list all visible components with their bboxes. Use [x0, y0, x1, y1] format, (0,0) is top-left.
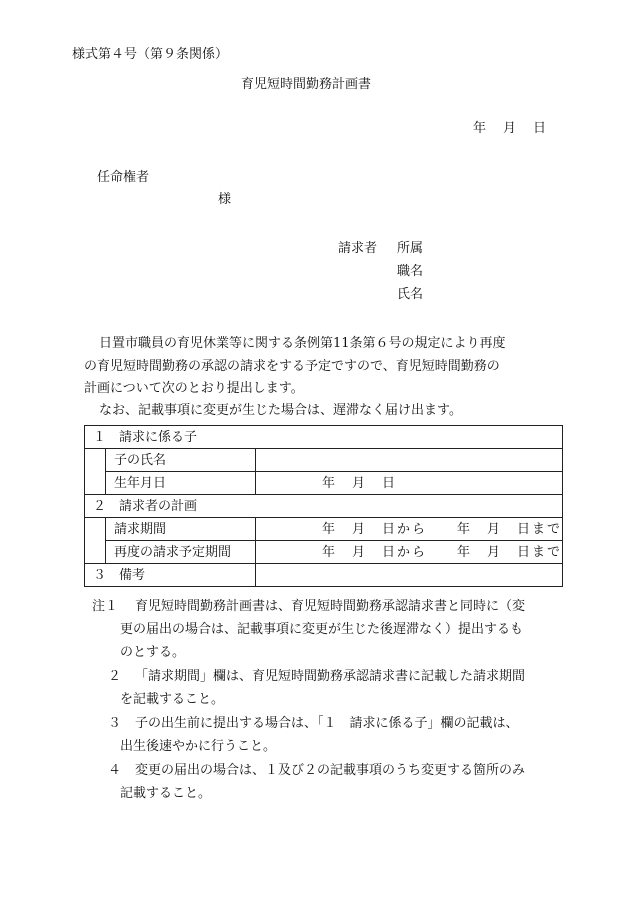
request-period-from: 年 月 日から [322, 521, 428, 537]
body-line-2: の育児短時間勤務の承認の請求をする予定ですので、育児短時間勤務の [84, 359, 500, 374]
note-1-line-1: 育児短時間勤務計画書は、育児短時間勤務承認請求書と同時に（変 [135, 599, 526, 614]
note-2-line-1: 「請求期間」欄は、育児短時間勤務承認請求書に記載した請求期間 [135, 669, 526, 684]
note-1-line-3: のとする。 [120, 645, 186, 660]
re-request-period-field[interactable] [256, 541, 563, 564]
request-period-to: 年 月 日まで [457, 521, 563, 537]
indent-cell [85, 472, 106, 495]
re-request-period-to: 年 月 日まで [457, 544, 563, 560]
note-1-line-2: 更の届出の場合は、記載事項に変更が生じた後遅滞なく）提出するも [120, 622, 524, 637]
re-request-period-label: 再度の請求予定期間 [106, 541, 256, 564]
requester-name: 氏名 [397, 287, 424, 302]
requester-affiliation: 所属 [397, 241, 424, 256]
note-4-line-1: 変更の届出の場合は、１及び２の記載事項のうち変更する箇所のみ [135, 763, 526, 778]
remarks-field[interactable] [256, 564, 563, 587]
child-name-field[interactable] [256, 449, 563, 472]
requester-label: 請求者 [338, 241, 378, 256]
note-3-line-1: 子の出生前に提出する場合は、「１ 請求に係る子」欄の記載は、 [135, 716, 519, 731]
table-row [85, 495, 563, 518]
note-2-line-2: を記載すること。 [120, 692, 225, 707]
note-4-prefix: ４ [108, 763, 122, 778]
indent-cell [85, 449, 106, 472]
section-2-header: ２ 請求者の計画 [85, 495, 563, 518]
body-line-3: 計画について次のとおり提出します。 [84, 381, 304, 396]
table-row [85, 472, 563, 495]
request-period-label: 請求期間 [106, 518, 256, 541]
indent-cell [85, 518, 106, 541]
addressee-honorific: 様 [218, 192, 232, 207]
birth-date-value: 年 月 日 [322, 475, 398, 491]
table-row [85, 449, 563, 472]
plan-table [84, 425, 563, 587]
indent-cell [85, 541, 106, 564]
note-3-prefix: ３ [108, 716, 122, 731]
re-request-period-from: 年 月 日から [322, 544, 428, 560]
note-4-line-2: 記載すること。 [120, 786, 212, 801]
note-3-line-2: 出生後速やかに行うこと。 [120, 739, 277, 754]
table-row [85, 541, 563, 564]
date-line: 年 月 日 [473, 121, 549, 136]
table-row [85, 426, 563, 449]
note-2-prefix: ２ [108, 669, 122, 684]
request-period-field[interactable] [256, 518, 563, 541]
birth-date-label: 生年月日 [106, 472, 256, 495]
section-1-header: １ 請求に係る子 [85, 426, 563, 449]
child-name-label: 子の氏名 [106, 449, 256, 472]
addressee-label: 任命権者 [97, 170, 150, 185]
table-row [85, 518, 563, 541]
requester-position: 職名 [397, 264, 424, 279]
form-number: 様式第４号（第９条関係） [72, 47, 229, 62]
body-line-1: 日置市職員の育児休業等に関する条例第11条第６号の規定により再度 [99, 336, 506, 351]
table-row [85, 564, 563, 587]
document-title: 育児短時間勤務計画書 [241, 77, 372, 92]
note-1-prefix: 注１ [92, 599, 119, 614]
body-line-4: なお、記載事項に変更が生じた場合は、遅滞なく届け出ます。 [99, 403, 462, 418]
section-3-header: ３ 備考 [85, 564, 256, 587]
birth-date-field[interactable] [256, 472, 563, 495]
